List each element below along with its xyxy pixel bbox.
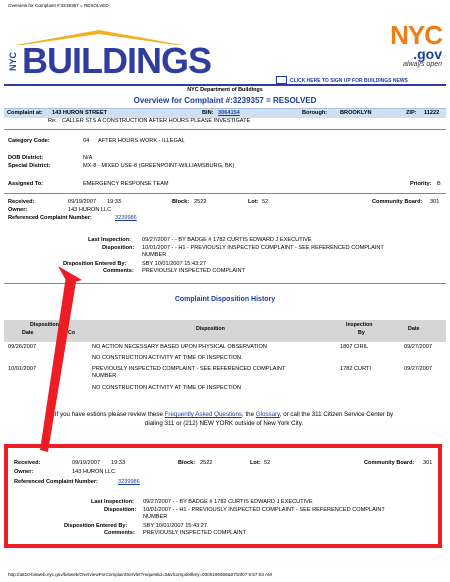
browser-window-title: Overview for Complaint #:3239357 = RESOLVED xyxy=(8,3,109,8)
logo-wordmark: BUILDINGS xyxy=(22,40,211,81)
callout-lot-value: 52 xyxy=(264,460,271,466)
help-text-5: dialing 311 or (212) NEW YORK outside of New York City. xyxy=(144,420,304,427)
callout-lot-label: Lot: xyxy=(250,460,261,466)
bin-link[interactable]: 3064154 xyxy=(218,110,240,116)
help-text-1: If you have xyxy=(54,411,86,418)
category-code: 04 xyxy=(83,138,90,144)
block-label: Block: xyxy=(172,199,190,205)
faq-link[interactable]: Frequently Asked Questions xyxy=(164,411,243,418)
disposition-value: 10/01/2007 - - H1 - PREVIOUSLY INSPECTED COMPLAINT - SEE REFERENCED COMPLAINT xyxy=(142,245,384,251)
history-row-3-by: 1782 CURTI xyxy=(340,366,371,372)
comments-label: Comments: xyxy=(103,268,134,274)
dob-district-value: N/A xyxy=(83,155,93,161)
nycgov-domain: .gov xyxy=(413,46,442,62)
col-by: By xyxy=(358,330,365,336)
owner-label: Owner: xyxy=(8,207,28,213)
col-inspection: Inspection xyxy=(346,322,373,328)
callout-disposition-label: Disposition: xyxy=(104,507,137,513)
callout-referenced-link[interactable]: 3239986 xyxy=(118,479,140,485)
callout-block-label: Block: xyxy=(178,460,196,466)
history-row-3-date: 10/01/2007 xyxy=(8,366,36,372)
history-row-1-text: NO ACTION NECESSARY BASED UPON PHYSICAL OBSERVATION xyxy=(92,344,267,350)
footer-url: http://a810-bisweb.nyc.gov/bisweb/OverviewForComplaintServlet?requestid=3&vlcompdetlkey=0000196659&07/2007 6:57:03 AM xyxy=(8,572,272,577)
zip-value: 11222 xyxy=(424,110,440,116)
callout-disposition-value-cont: NUMBER xyxy=(143,514,168,520)
borough-value: BROOKLYN xyxy=(340,110,372,116)
history-title: Complaint Disposition History xyxy=(174,296,276,303)
disposition-entered-label: Disposition Entered By: xyxy=(63,261,127,267)
callout-received-date: 09/19/2007 xyxy=(72,460,100,466)
lot-value: 52 xyxy=(262,199,269,205)
re-text: CALLER STS A CONSTRUCTION AFTER HOURS PLEASE INVESTIGATE xyxy=(62,118,251,124)
callout-disposition-value: 10/01/2007 - - H1 - PREVIOUSLY INSPECTED COMPLAINT - SEE REFERENCED COMPLAINT xyxy=(143,507,385,513)
history-row-3-text: PREVIOUSLY INSPECTED COMPLAINT - SEE REFERENCED COMPLAINT xyxy=(92,366,286,372)
page-title: Overview for Complaint #:3239357 = RESOLVED xyxy=(133,96,317,105)
assigned-to-label: Assigned To: xyxy=(8,181,44,187)
complaint-address: 143 HURON STREET xyxy=(52,110,108,116)
callout-received-time: 19:33 xyxy=(111,460,125,466)
nycgov-tagline: always open xyxy=(403,61,442,68)
received-label: Received: xyxy=(8,199,35,205)
callout-block-value: 2522 xyxy=(200,460,213,466)
history-row-3-text-cont: NUMBER xyxy=(92,373,117,379)
glossary-link[interactable]: Glossary xyxy=(255,411,280,418)
col-disposition: Disposition xyxy=(196,326,225,332)
received-time: 19:33 xyxy=(107,199,121,205)
history-row-4-text: NO CONSTRUCTION ACTIVITY AT TIME OF INSPECTION xyxy=(92,385,242,391)
community-board-value: 301 xyxy=(430,199,440,205)
col-inspection-date: Date xyxy=(408,326,420,332)
history-row-1-by: 1807 CIRIL xyxy=(340,344,369,350)
special-district-value: MX-8 - MIXED USE-8 (GREENPOINT-WILLIAMSBURG, BK) xyxy=(83,163,235,169)
callout-disposition-entered-label: Disposition Entered By: xyxy=(64,523,128,529)
help-text-3: , the xyxy=(242,411,255,418)
disposition-entered-value: SBY 10/01/2007 15:43:27 xyxy=(142,261,206,267)
callout-comments-value: PREVIOUSLY INSPECTED COMPLAINT xyxy=(143,530,246,536)
assigned-to-value: EMERGENCY RESPONSE TEAM xyxy=(83,181,169,187)
disposition-label: Disposition: xyxy=(102,245,135,251)
priority-label: Priority: xyxy=(410,181,432,187)
logo-nyc-prefix: NYC xyxy=(8,51,18,71)
last-inspection-label: Last Inspection: xyxy=(88,237,131,243)
history-row-2-text: NO CONSTRUCTION ACTIVITY AT TIME OF INSPECTION xyxy=(92,355,242,361)
callout-referenced-label: Referenced Complaint Number: xyxy=(14,479,98,485)
history-row-3-date2: 09/27/2007 xyxy=(404,366,432,372)
col-disposition-top: Disposition xyxy=(30,322,59,328)
category-label: Category Code: xyxy=(8,138,50,144)
help-text-2: estions please review these xyxy=(86,411,163,418)
category-desc: AFTER HOURS WORK - ILLEGAL xyxy=(98,138,185,144)
comments-value: PREVIOUSLY INSPECTED COMPLAINT xyxy=(142,268,245,274)
callout-owner-label: Owner: xyxy=(14,469,34,475)
borough-label: Borough: xyxy=(302,110,328,116)
callout-owner-value: 143 HURON LLC xyxy=(72,469,116,475)
owner-value: 143 HURON LLC xyxy=(68,207,112,213)
callout-last-inspection-label: Last Inspection: xyxy=(91,499,134,505)
history-row-1-date2: 09/27/2007 xyxy=(404,344,432,350)
complaint-at-label: Complaint at: xyxy=(7,110,43,116)
callout-community-board-value: 301 xyxy=(423,460,433,466)
special-district-label: Special District: xyxy=(8,163,51,169)
nycgov-nyc: NYC xyxy=(390,20,442,50)
last-inspection-value: 09/27/2007 - - BY BADGE # 1782 CURTIS EDWARD J EXECUTIVE xyxy=(142,237,312,243)
callout-comments-label: Comments: xyxy=(104,530,135,536)
priority-value: B xyxy=(437,181,441,187)
history-row-1-date: 09/26/2007 xyxy=(8,344,36,350)
bin-label: BIN: xyxy=(202,110,214,116)
help-text-4: , or call the 311 Citizen Service Center by xyxy=(279,411,394,418)
block-value: 2522 xyxy=(194,199,207,205)
callout-last-inspection-value: 09/27/2007 - - BY BADGE # 1782 CURTIS EDWARD J EXECUTIVE xyxy=(143,499,313,505)
disposition-value-cont: NUMBER xyxy=(142,252,167,258)
callout-disposition-entered-value: SBY 10/01/2007 15:43:27 xyxy=(143,523,207,529)
dob-district-label: DOB District: xyxy=(8,155,44,161)
signup-news-text: CLICK HERE TO SIGN UP FOR BUILDINGS NEWS xyxy=(290,77,408,84)
callout-received-label: Received: xyxy=(14,460,41,466)
referenced-complaint-link[interactable]: 3239986 xyxy=(115,215,137,221)
community-board-label: Community Board: xyxy=(372,199,423,205)
callout-community-board-label: Community Board: xyxy=(364,460,415,466)
referenced-complaint-label: Referenced Complaint Number: xyxy=(8,215,92,221)
lot-label: Lot: xyxy=(248,199,259,205)
re-label: Re: xyxy=(48,118,57,124)
received-date: 09/19/2007 xyxy=(68,199,96,205)
col-date: Date xyxy=(22,330,34,336)
zip-label: ZIP: xyxy=(406,110,417,116)
department-name: NYC Department of Buildings xyxy=(187,87,263,93)
col-code: Co xyxy=(68,330,76,336)
